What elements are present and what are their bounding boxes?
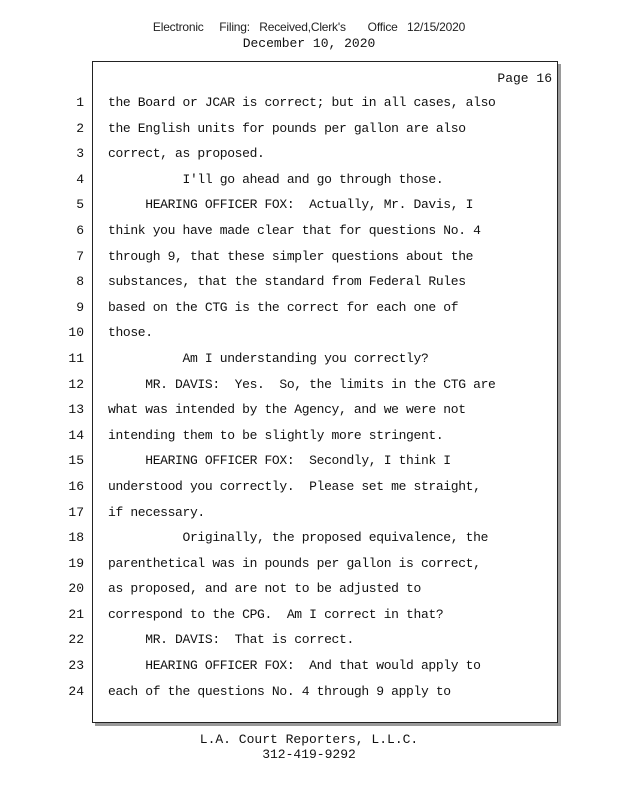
transcript-line: through 9, that these simpler questions about the: [108, 248, 474, 264]
filing-stamp: Electronic Filing: Received,Clerk's Office 12/15/2020: [152, 20, 466, 34]
line-number: 7: [76, 248, 84, 264]
line-number: 15: [68, 453, 84, 469]
line-number: 23: [68, 658, 84, 674]
line-number: 20: [68, 581, 84, 597]
hearing-date: December 10, 2020: [242, 36, 376, 51]
reporter-footer: [0, 732, 618, 762]
transcript-line: based on the CTG is the correct for each one of: [108, 299, 459, 315]
transcript-line: those.: [108, 325, 153, 341]
line-number: 4: [76, 171, 84, 187]
line-number: 11: [68, 350, 84, 366]
line-number: 10: [68, 325, 84, 341]
line-number: 5: [76, 197, 84, 213]
transcript-line: Am I understanding you correctly?: [108, 350, 429, 366]
transcript-line: HEARING OFFICER FOX: Secondly, I think I: [108, 453, 451, 469]
transcript-line: parenthetical was in pounds per gallon is correct,: [108, 555, 481, 571]
transcript-line: if necessary.: [108, 504, 205, 520]
reporter-name: L.A. Court Reporters, L.L.C.: [199, 732, 419, 747]
line-number: 17: [68, 504, 84, 520]
transcript-line: the Board or JCAR is correct; but in all cases, also: [108, 95, 496, 110]
transcript-line: intending them to be slightly more stringent.: [108, 427, 444, 443]
transcript-body: [108, 90, 548, 704]
line-number-column: [58, 90, 84, 704]
transcript-line: Originally, the proposed equivalence, the: [108, 530, 489, 546]
transcript-line: as proposed, and are not to be adjusted to: [108, 581, 421, 597]
line-number: 21: [68, 606, 84, 622]
transcript-line: HEARING OFFICER FOX: Actually, Mr. Davis, I: [108, 197, 474, 213]
line-number: 18: [68, 530, 84, 546]
reporter-phone: 312-419-9292: [262, 747, 356, 762]
transcript-line: what was intended by the Agency, and we were not: [108, 402, 466, 418]
transcript-line: the English units for pounds per gallon are also: [108, 120, 466, 136]
line-number: 13: [68, 402, 84, 418]
transcript-line: correct, as proposed.: [108, 146, 265, 162]
line-number: 14: [68, 427, 84, 443]
transcript-line: substances, that the standard from Federal Rules: [108, 274, 466, 290]
transcript-line: MR. DAVIS: Yes. So, the limits in the CTG are: [108, 376, 496, 392]
line-number: 6: [76, 222, 84, 238]
line-number: 12: [68, 376, 84, 392]
transcript-line: MR. DAVIS: That is correct.: [108, 632, 354, 648]
transcript-line: I'll go ahead and go through those.: [108, 171, 444, 187]
page-number: Page 16: [497, 71, 552, 86]
transcript-line: understood you correctly. Please set me straight,: [108, 478, 481, 494]
line-number: 24: [68, 683, 84, 699]
line-number: 22: [68, 632, 84, 648]
transcript-line: each of the questions No. 4 through 9 apply to: [108, 683, 451, 699]
line-number: 3: [76, 146, 84, 162]
line-number: 19: [68, 555, 84, 571]
transcript-line: think you have made clear that for questions No. 4: [108, 222, 481, 238]
line-number: 8: [76, 274, 84, 290]
transcript-line: HEARING OFFICER FOX: And that would apply to: [108, 658, 481, 674]
transcript-line: correspond to the CPG. Am I correct in that?: [108, 606, 444, 622]
line-number: 2: [76, 120, 84, 136]
line-number: 16: [68, 478, 84, 494]
line-number: 1: [76, 95, 84, 110]
line-number: 9: [76, 299, 84, 315]
